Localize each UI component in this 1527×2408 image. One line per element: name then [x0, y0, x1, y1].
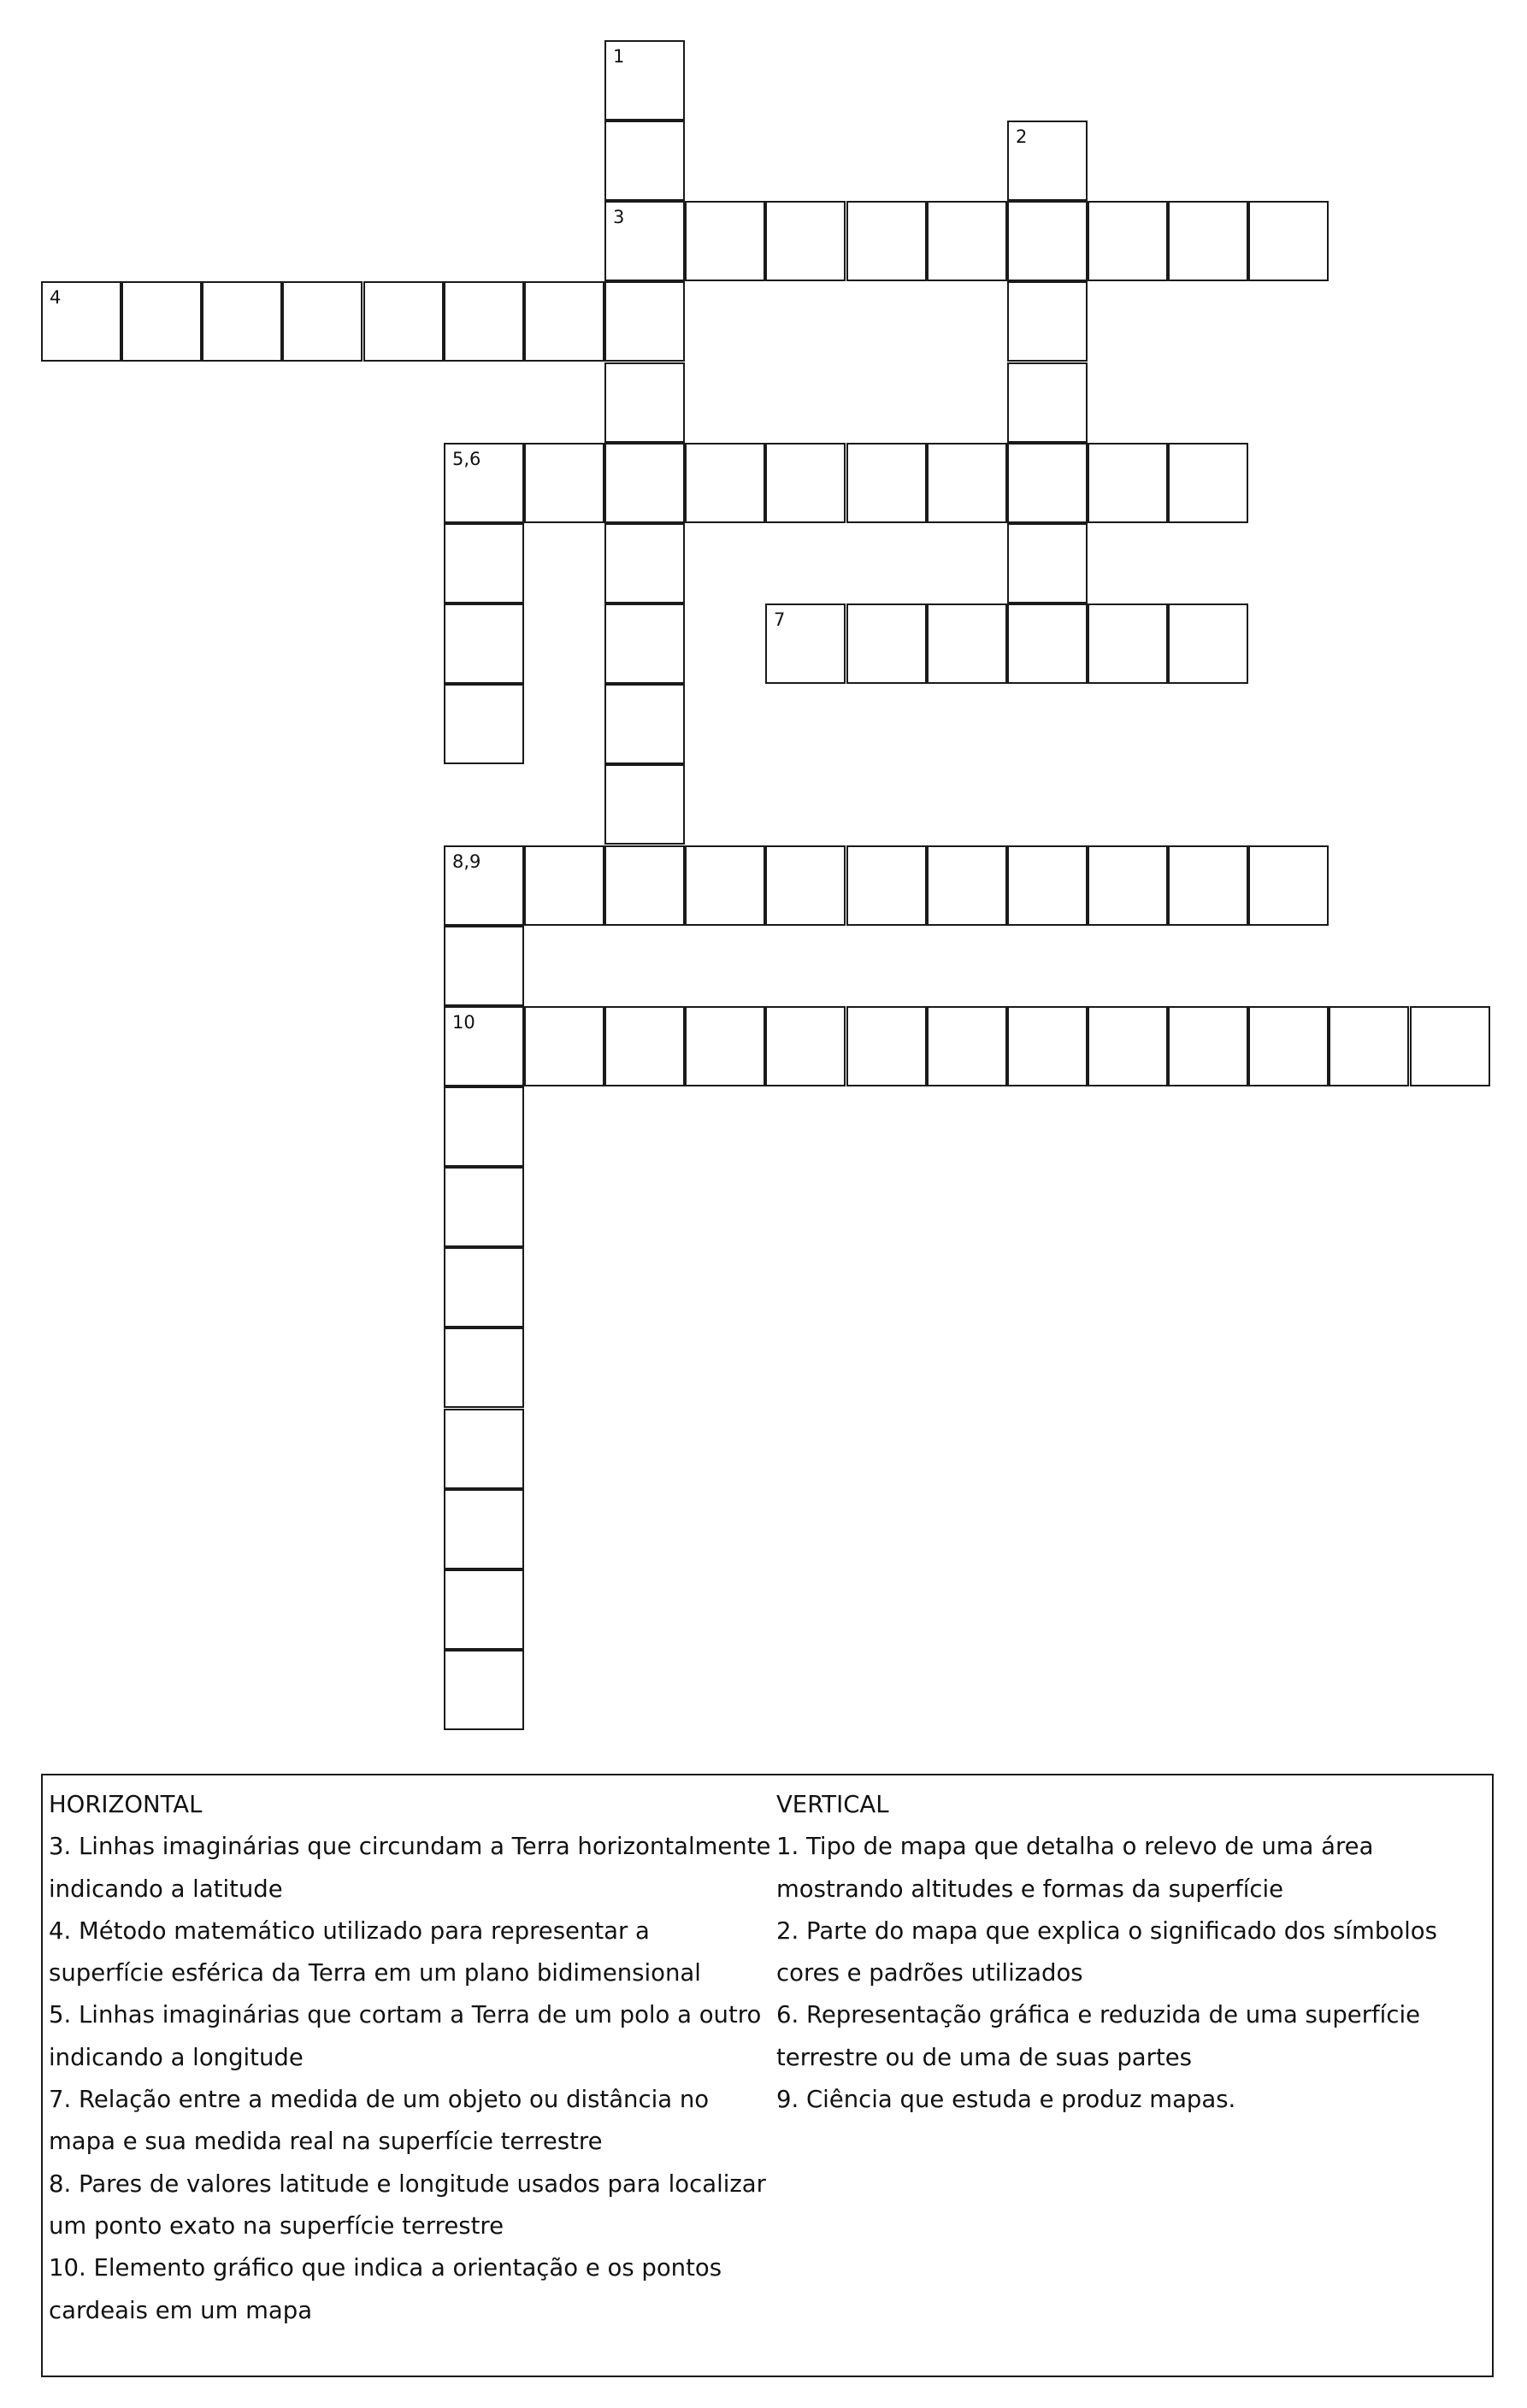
- grid-cell[interactable]: [1168, 1006, 1248, 1086]
- grid-cell[interactable]: [282, 281, 363, 362]
- grid-cell[interactable]: [604, 845, 685, 926]
- grid-cell[interactable]: [685, 845, 765, 926]
- grid-cell[interactable]: [524, 281, 604, 362]
- grid-cell[interactable]: [846, 1006, 927, 1086]
- grid-cell[interactable]: [1168, 443, 1248, 523]
- clue-vertical-9: 9. Ciência que estuda e produz mapas.: [776, 2086, 1236, 2114]
- grid-cell[interactable]: [1007, 281, 1088, 362]
- grid-cell[interactable]: [1088, 201, 1168, 281]
- grid-cell[interactable]: [444, 845, 524, 926]
- grid-cell[interactable]: [1168, 603, 1248, 684]
- grid-cell[interactable]: [1248, 1006, 1329, 1086]
- grid-cell[interactable]: [1088, 1006, 1168, 1086]
- horizontal-clues: [49, 1784, 771, 2332]
- grid-cell[interactable]: [1329, 1006, 1409, 1086]
- grid-cell[interactable]: [1168, 201, 1248, 281]
- grid-cell[interactable]: [41, 281, 121, 362]
- grid-cell[interactable]: [444, 1247, 524, 1328]
- grid-cell[interactable]: [765, 603, 846, 684]
- grid-cell[interactable]: [1007, 443, 1088, 523]
- clue-horizontal-10: 10. Elemento gráfico que indica a orientação e os pontos cardeais em um mapa: [49, 2254, 722, 2324]
- grid-cell[interactable]: [444, 1328, 524, 1408]
- horizontal-heading: HORIZONTAL: [49, 1791, 203, 1818]
- clues-box: [41, 1774, 1494, 2377]
- grid-cell[interactable]: [604, 40, 685, 121]
- grid-cell[interactable]: [846, 845, 927, 926]
- grid-cell[interactable]: [444, 926, 524, 1006]
- grid-cell[interactable]: [685, 443, 765, 523]
- grid-cell[interactable]: [1007, 201, 1088, 281]
- clue-horizontal-8: 8. Pares de valores latitude e longitude usados para localizar um ponto exato na superfície terrestre: [49, 2170, 766, 2240]
- grid-cell[interactable]: [604, 281, 685, 362]
- grid-cell[interactable]: [202, 281, 282, 362]
- grid-cell[interactable]: [765, 201, 846, 281]
- grid-cell[interactable]: [1248, 845, 1329, 926]
- grid-cell[interactable]: [685, 201, 765, 281]
- clue-horizontal-7: 7. Relação entre a medida de um objeto ou distância no mapa e sua medida real na superfície terrestre: [49, 2086, 710, 2156]
- clue-vertical-6: 6. Representação gráfica e reduzida de uma superfície terrestre ou de uma de suas partes: [776, 2001, 1421, 2071]
- grid-cell[interactable]: [1168, 845, 1248, 926]
- clue-horizontal-3: 3. Linhas imaginárias que circundam a Terra horizontalmente indicando a latitude: [49, 1833, 771, 1903]
- clue-horizontal-4: 4. Método matemático utilizado para representar a superfície esférica da Terra em um plano bidimensional: [49, 1916, 701, 1987]
- clue-number: 10: [452, 1012, 475, 1033]
- grid-cell[interactable]: [444, 1409, 524, 1489]
- vertical-heading: VERTICAL: [776, 1791, 889, 1818]
- grid-cell[interactable]: [604, 121, 685, 201]
- grid-cell[interactable]: [604, 684, 685, 764]
- grid-cell[interactable]: [524, 443, 604, 523]
- clue-number: 5,6: [452, 449, 481, 469]
- grid-cell[interactable]: [846, 201, 927, 281]
- grid-cell[interactable]: [444, 1489, 524, 1569]
- grid-cell[interactable]: [765, 443, 846, 523]
- grid-cell[interactable]: [604, 523, 685, 603]
- grid-cell[interactable]: [1007, 603, 1088, 684]
- grid-cell[interactable]: [927, 1006, 1007, 1086]
- grid-cell[interactable]: [444, 281, 524, 362]
- clue-vertical-1: 1. Tipo de mapa que detalha o relevo de uma área mostrando altitudes e formas da superfície: [776, 1833, 1374, 1903]
- grid-cell[interactable]: [1007, 845, 1088, 926]
- grid-cell[interactable]: [1248, 201, 1329, 281]
- grid-cell[interactable]: [1007, 1006, 1088, 1086]
- grid-cell[interactable]: [927, 443, 1007, 523]
- grid-cell[interactable]: [524, 1006, 604, 1086]
- grid-cell[interactable]: [604, 201, 685, 281]
- grid-cell[interactable]: [846, 603, 927, 684]
- grid-cell[interactable]: [765, 845, 846, 926]
- grid-cell[interactable]: [444, 443, 524, 523]
- grid-cell[interactable]: [444, 1167, 524, 1247]
- grid-cell[interactable]: [604, 764, 685, 845]
- grid-cell[interactable]: [444, 603, 524, 684]
- clue-vertical-2: 2. Parte do mapa que explica o significado dos símbolos cores e padrões utilizados: [776, 1916, 1437, 1987]
- grid-cell[interactable]: [604, 1006, 685, 1086]
- grid-cell[interactable]: [685, 1006, 765, 1086]
- grid-cell[interactable]: [1410, 1006, 1490, 1086]
- grid-cell[interactable]: [927, 845, 1007, 926]
- grid-cell[interactable]: [121, 281, 202, 362]
- grid-cell[interactable]: [524, 845, 604, 926]
- grid-cell[interactable]: [363, 281, 444, 362]
- grid-cell[interactable]: [1007, 121, 1088, 201]
- grid-cell[interactable]: [444, 1006, 524, 1086]
- grid-cell[interactable]: [444, 1650, 524, 1730]
- grid-cell[interactable]: [444, 1569, 524, 1650]
- grid-cell[interactable]: [604, 362, 685, 443]
- grid-cell[interactable]: [846, 443, 927, 523]
- clue-number: 4: [50, 287, 62, 308]
- grid-cell[interactable]: [604, 443, 685, 523]
- grid-cell[interactable]: [1088, 845, 1168, 926]
- grid-cell[interactable]: [444, 523, 524, 603]
- grid-cell[interactable]: [444, 684, 524, 764]
- grid-cell[interactable]: [927, 603, 1007, 684]
- grid-cell[interactable]: [1088, 603, 1168, 684]
- grid-cell[interactable]: [1088, 443, 1168, 523]
- grid-cell[interactable]: [765, 1006, 846, 1086]
- grid-cell[interactable]: [1007, 523, 1088, 603]
- clue-number: 8,9: [452, 851, 481, 872]
- clue-number: 1: [613, 46, 625, 67]
- clue-number: 3: [613, 207, 625, 227]
- clue-horizontal-5: 5. Linhas imaginárias que cortam a Terra de um polo a outro indicando a longitude: [49, 2001, 762, 2071]
- clue-number: 7: [774, 609, 786, 630]
- grid-cell[interactable]: [927, 201, 1007, 281]
- grid-cell[interactable]: [444, 1086, 524, 1167]
- vertical-clues: [776, 1784, 1490, 2121]
- grid-cell[interactable]: [604, 603, 685, 684]
- clue-number: 2: [1016, 127, 1028, 147]
- grid-cell[interactable]: [1007, 362, 1088, 443]
